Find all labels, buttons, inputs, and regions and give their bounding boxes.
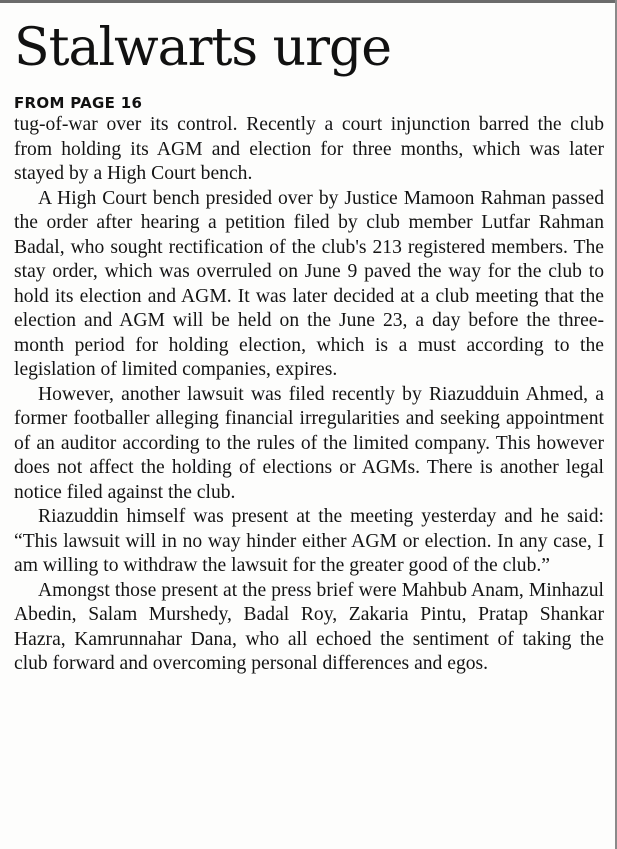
top-rule	[0, 0, 617, 3]
headline: Stalwarts urge	[14, 18, 392, 78]
paragraph: Amongst those present at the press brief were Mahbub Anam, Minhazul Abedin, Salam Murshedy, Badal Roy, Zakaria Pintu, Pratap Shankar Hazra, Kamrunnahar Dana, who all echoed the sentiment of taking the club forward and overcoming personal differences and egos.	[14, 579, 604, 674]
paragraph: tug-of-war over its control. Recently a court injunction barred the club from holding its AGM and election for three months, which was later stayed by a High Court bench.	[14, 114, 604, 184]
continued-from-label: FROM PAGE 16	[14, 94, 143, 112]
paragraph: However, another lawsuit was filed recently by Riazudduin Ahmed, a former footballer alleging financial irregularities and seeking appointment of an auditor according to the rules of the limited company. This however does not affect the holding of elections or AGMs. There is another legal notice filed against the club.	[14, 383, 604, 503]
article-body	[14, 113, 604, 677]
paragraph: Riazuddin himself was present at the meeting yesterday and he said: “This lawsuit will in no way hinder either AGM or election. In any case, I am willing to withdraw the lawsuit for the greater good of the club.”	[14, 506, 604, 576]
paragraph: A High Court bench presided over by Justice Mamoon Rahman passed the order after hearing a petition filed by club member Lutfar Rahman Badal, who sought rectification of the club's 213 registered members. The stay order, which was overruled on June 9 paved the way for the club to hold its election and AGM. It was later decided at a club meeting that the election and AGM will be held on the June 23, a day before the three-month period for holding election, which is a must according to the legislation of limited companies, expires.	[14, 187, 604, 380]
